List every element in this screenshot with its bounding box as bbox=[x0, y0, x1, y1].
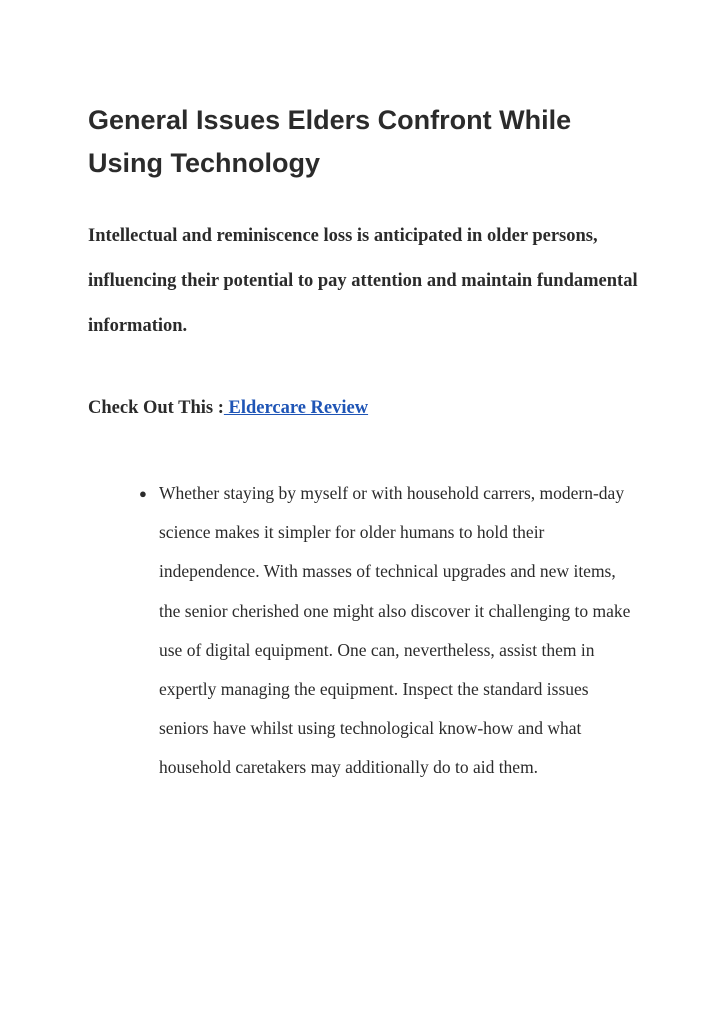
check-out-label: Check Out This : bbox=[88, 398, 224, 418]
list-item bbox=[136, 474, 636, 788]
intro-paragraph: Intellectual and reminiscence loss is anticipated in older persons, influencing their potential to pay attention and maintain fundamental information. bbox=[88, 226, 638, 336]
bullet-list bbox=[136, 474, 636, 788]
bullet-dot-icon: ● bbox=[139, 486, 147, 501]
check-out-line bbox=[88, 390, 648, 426]
bullet-text: Whether staying by myself or with household carrers, modern-day science makes it simpler for older humans to hold their independence. With masses of technical upgrades and new items, the senior cherished one might also discover it challenging to make use of digital equipment. One can, nevertheless, assist them in expertly managing the equipment. Inspect the standard issues seniors have whilst using technological know-how and what household caretakers may additionally do to aid them. bbox=[159, 483, 631, 778]
document-title: General Issues Elders Confront While Using Technology bbox=[88, 105, 572, 178]
eldercare-review-link[interactable]: Eldercare Review bbox=[223, 398, 369, 418]
